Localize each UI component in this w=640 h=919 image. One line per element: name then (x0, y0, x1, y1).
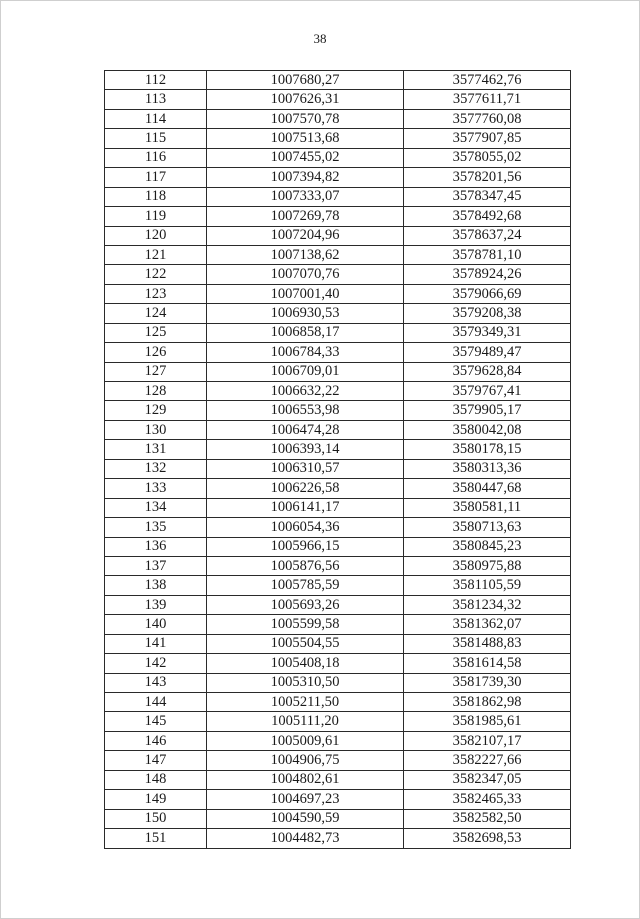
point-number-cell: 128 (105, 382, 207, 401)
x-coordinate-cell: 1007394,82 (207, 168, 404, 187)
x-coordinate-cell: 1004482,73 (207, 829, 404, 848)
x-coordinate-cell: 1005009,61 (207, 731, 404, 750)
x-coordinate-cell: 1005966,15 (207, 537, 404, 556)
table-row (105, 576, 571, 595)
y-coordinate-cell: 3578781,10 (404, 245, 571, 264)
y-coordinate-cell: 3579066,69 (404, 284, 571, 303)
y-coordinate-cell: 3578492,68 (404, 207, 571, 226)
x-coordinate-cell: 1005785,59 (207, 576, 404, 595)
table-row (105, 498, 571, 517)
table-row (105, 673, 571, 692)
point-number-cell: 146 (105, 731, 207, 750)
x-coordinate-cell: 1006930,53 (207, 304, 404, 323)
y-coordinate-cell: 3582107,17 (404, 731, 571, 750)
y-coordinate-cell: 3578055,02 (404, 148, 571, 167)
x-coordinate-cell: 1007204,96 (207, 226, 404, 245)
y-coordinate-cell: 3580845,23 (404, 537, 571, 556)
x-coordinate-cell: 1006784,33 (207, 343, 404, 362)
x-coordinate-cell: 1004590,59 (207, 809, 404, 828)
point-number-cell: 133 (105, 479, 207, 498)
table-row (105, 537, 571, 556)
point-number-cell: 115 (105, 129, 207, 148)
table-body (105, 71, 571, 849)
x-coordinate-cell: 1005211,50 (207, 693, 404, 712)
y-coordinate-cell: 3580975,88 (404, 556, 571, 575)
y-coordinate-cell: 3580042,08 (404, 420, 571, 439)
table-row (105, 90, 571, 109)
x-coordinate-cell: 1006226,58 (207, 479, 404, 498)
table-row (105, 829, 571, 848)
table-row (105, 770, 571, 789)
x-coordinate-cell: 1007455,02 (207, 148, 404, 167)
table-row (105, 518, 571, 537)
y-coordinate-cell: 3579349,31 (404, 323, 571, 342)
table-row (105, 693, 571, 712)
point-number-cell: 120 (105, 226, 207, 245)
y-coordinate-cell: 3581234,32 (404, 595, 571, 614)
point-number-cell: 139 (105, 595, 207, 614)
table-row (105, 148, 571, 167)
table-row (105, 343, 571, 362)
table-row (105, 654, 571, 673)
table-row (105, 440, 571, 459)
point-number-cell: 145 (105, 712, 207, 731)
point-number-cell: 131 (105, 440, 207, 459)
point-number-cell: 127 (105, 362, 207, 381)
point-number-cell: 147 (105, 751, 207, 770)
point-number-cell: 121 (105, 245, 207, 264)
point-number-cell: 116 (105, 148, 207, 167)
table-row (105, 245, 571, 264)
point-number-cell: 142 (105, 654, 207, 673)
point-number-cell: 149 (105, 790, 207, 809)
table-row (105, 187, 571, 206)
y-coordinate-cell: 3580178,15 (404, 440, 571, 459)
y-coordinate-cell: 3579489,47 (404, 343, 571, 362)
table-row (105, 168, 571, 187)
point-number-cell: 114 (105, 109, 207, 128)
point-number-cell: 134 (105, 498, 207, 517)
x-coordinate-cell: 1006393,14 (207, 440, 404, 459)
y-coordinate-cell: 3578924,26 (404, 265, 571, 284)
x-coordinate-cell: 1007070,76 (207, 265, 404, 284)
point-number-cell: 144 (105, 693, 207, 712)
x-coordinate-cell: 1005876,56 (207, 556, 404, 575)
table-row (105, 284, 571, 303)
y-coordinate-cell: 3581985,61 (404, 712, 571, 731)
y-coordinate-cell: 3577907,85 (404, 129, 571, 148)
x-coordinate-cell: 1004906,75 (207, 751, 404, 770)
point-number-cell: 130 (105, 420, 207, 439)
x-coordinate-cell: 1006054,36 (207, 518, 404, 537)
point-number-cell: 117 (105, 168, 207, 187)
y-coordinate-cell: 3582347,05 (404, 770, 571, 789)
table-row (105, 809, 571, 828)
table-row (105, 615, 571, 634)
table-row (105, 129, 571, 148)
x-coordinate-cell: 1007138,62 (207, 245, 404, 264)
point-number-cell: 138 (105, 576, 207, 595)
y-coordinate-cell: 3580313,36 (404, 459, 571, 478)
point-number-cell: 148 (105, 770, 207, 789)
x-coordinate-cell: 1007333,07 (207, 187, 404, 206)
table-row (105, 226, 571, 245)
point-number-cell: 126 (105, 343, 207, 362)
y-coordinate-cell: 3579208,38 (404, 304, 571, 323)
y-coordinate-cell: 3582465,33 (404, 790, 571, 809)
table-row (105, 382, 571, 401)
point-number-cell: 112 (105, 71, 207, 90)
point-number-cell: 132 (105, 459, 207, 478)
point-number-cell: 135 (105, 518, 207, 537)
x-coordinate-cell: 1007570,78 (207, 109, 404, 128)
y-coordinate-cell: 3577462,76 (404, 71, 571, 90)
x-coordinate-cell: 1007001,40 (207, 284, 404, 303)
x-coordinate-cell: 1007626,31 (207, 90, 404, 109)
y-coordinate-cell: 3581105,59 (404, 576, 571, 595)
table-row (105, 595, 571, 614)
point-number-cell: 141 (105, 634, 207, 653)
x-coordinate-cell: 1006474,28 (207, 420, 404, 439)
y-coordinate-cell: 3577760,08 (404, 109, 571, 128)
table-row (105, 420, 571, 439)
table-row (105, 712, 571, 731)
point-number-cell: 151 (105, 829, 207, 848)
point-number-cell: 140 (105, 615, 207, 634)
coordinates-table (104, 70, 571, 849)
table-row (105, 556, 571, 575)
x-coordinate-cell: 1005408,18 (207, 654, 404, 673)
x-coordinate-cell: 1006310,57 (207, 459, 404, 478)
x-coordinate-cell: 1007269,78 (207, 207, 404, 226)
x-coordinate-cell: 1007513,68 (207, 129, 404, 148)
table-row (105, 265, 571, 284)
table-row (105, 731, 571, 750)
x-coordinate-cell: 1005504,55 (207, 634, 404, 653)
y-coordinate-cell: 3578347,45 (404, 187, 571, 206)
table-row (105, 109, 571, 128)
y-coordinate-cell: 3581862,98 (404, 693, 571, 712)
y-coordinate-cell: 3582582,50 (404, 809, 571, 828)
point-number-cell: 129 (105, 401, 207, 420)
table-row (105, 323, 571, 342)
page-number: 38 (313, 31, 327, 46)
x-coordinate-cell: 1005310,50 (207, 673, 404, 692)
x-coordinate-cell: 1004802,61 (207, 770, 404, 789)
y-coordinate-cell: 3581488,83 (404, 634, 571, 653)
y-coordinate-cell: 3579628,84 (404, 362, 571, 381)
table-row (105, 479, 571, 498)
y-coordinate-cell: 3579767,41 (404, 382, 571, 401)
table-row (105, 634, 571, 653)
y-coordinate-cell: 3580447,68 (404, 479, 571, 498)
table-row (105, 304, 571, 323)
y-coordinate-cell: 3580581,11 (404, 498, 571, 517)
y-coordinate-cell: 3577611,71 (404, 90, 571, 109)
point-number-cell: 137 (105, 556, 207, 575)
y-coordinate-cell: 3579905,17 (404, 401, 571, 420)
point-number-cell: 123 (105, 284, 207, 303)
table-row (105, 362, 571, 381)
point-number-cell: 122 (105, 265, 207, 284)
x-coordinate-cell: 1005599,58 (207, 615, 404, 634)
y-coordinate-cell: 3581614,58 (404, 654, 571, 673)
x-coordinate-cell: 1007680,27 (207, 71, 404, 90)
y-coordinate-cell: 3581739,30 (404, 673, 571, 692)
y-coordinate-cell: 3578201,56 (404, 168, 571, 187)
point-number-cell: 150 (105, 809, 207, 828)
table-row (105, 751, 571, 770)
point-number-cell: 124 (105, 304, 207, 323)
point-number-cell: 136 (105, 537, 207, 556)
x-coordinate-cell: 1005111,20 (207, 712, 404, 731)
y-coordinate-cell: 3582698,53 (404, 829, 571, 848)
table-row (105, 207, 571, 226)
table-row (105, 401, 571, 420)
x-coordinate-cell: 1006141,17 (207, 498, 404, 517)
x-coordinate-cell: 1006858,17 (207, 323, 404, 342)
table-row (105, 459, 571, 478)
point-number-cell: 125 (105, 323, 207, 342)
x-coordinate-cell: 1006632,22 (207, 382, 404, 401)
point-number-cell: 119 (105, 207, 207, 226)
x-coordinate-cell: 1006709,01 (207, 362, 404, 381)
y-coordinate-cell: 3580713,63 (404, 518, 571, 537)
y-coordinate-cell: 3582227,66 (404, 751, 571, 770)
point-number-cell: 118 (105, 187, 207, 206)
x-coordinate-cell: 1006553,98 (207, 401, 404, 420)
table-row (105, 790, 571, 809)
x-coordinate-cell: 1004697,23 (207, 790, 404, 809)
y-coordinate-cell: 3578637,24 (404, 226, 571, 245)
x-coordinate-cell: 1005693,26 (207, 595, 404, 614)
point-number-cell: 113 (105, 90, 207, 109)
table-row (105, 71, 571, 90)
point-number-cell: 143 (105, 673, 207, 692)
y-coordinate-cell: 3581362,07 (404, 615, 571, 634)
